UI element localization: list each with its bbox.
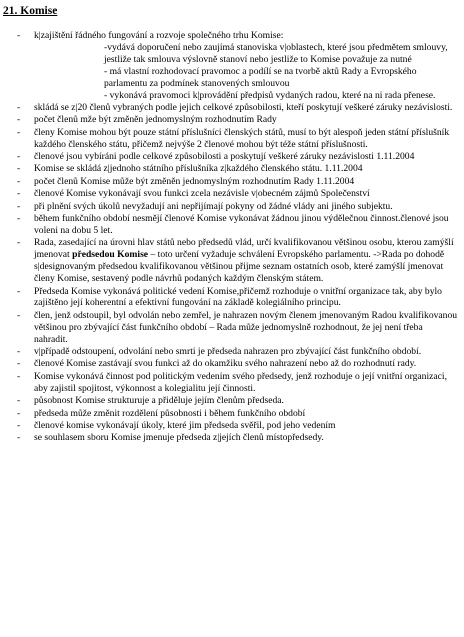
list-item: [0, 176, 464, 188]
bullet-dash: -: [17, 114, 21, 126]
bullet-dash: -: [17, 370, 21, 382]
list-item-emphasis: předsedou Komise: [72, 249, 149, 261]
list-item-text: člen, jenž odstoupil, byl odvolán nebo zemřel, je nahrazen novým členem jmenovaným Radou kvalifikovanou většinou pro zbývající část funkčního období – Rada může jednomyslně rozhodnout, že jej není třeba nahradit.: [34, 309, 458, 345]
list-item: [0, 346, 464, 358]
list-item-text: Předseda Komise vykonává politické vedení Komise,přičemž rozhoduje o vnitřní organizace tak, aby bylo zajištěno její koherentní a efektivní fungování na základě kolegiálního principu.: [34, 285, 442, 309]
list-item-text: předseda může změnit rozdělení působnosti i během funkčního období: [34, 407, 306, 419]
bullet-dash: -: [17, 420, 21, 431]
list-item: [0, 188, 464, 200]
list-item: [0, 358, 464, 370]
bullet-dash: -: [17, 175, 21, 187]
bullet-dash: -: [17, 407, 21, 419]
list-item-text: v|případě odstoupení, odvolání nebo smrti je předseda nahrazen pro zbývající část funkčního období.: [34, 346, 422, 358]
list-item: [0, 432, 464, 444]
list-item-text: počet členů mže být změněn jednomyslným rozhodnutím Rady: [34, 114, 277, 126]
list-item: [0, 201, 464, 213]
bullet-dash: -: [17, 213, 21, 225]
sub-list-item: -vydává doporučení nebo zaujímá stanoviska v|oblastech, které jsou předmětem smlouvy, jestliže tak smlouva výslovně stanoví nebo jestliže to Komise považuje za nutné: [104, 41, 448, 65]
list-item: [0, 310, 464, 346]
list-item-text: Rada, zasedající na úrovni hlav států nebo předsedů vlád, určí kvalifikovanou většinou osobu, kterou zamýšlí jmenovat: [34, 237, 454, 261]
bullet-dash: -: [17, 188, 21, 200]
bullet-dash: -: [17, 151, 21, 163]
bullet-dash: -: [17, 358, 21, 370]
bullet-dash: -: [17, 432, 21, 444]
section-heading: 21. Komise: [3, 5, 58, 17]
list-item: [0, 163, 464, 175]
list-item: [0, 102, 464, 114]
list-item-text: členové Komise vykonávají svou funkci zcela nezávisle v|obecném zájmů Společenství: [34, 188, 370, 200]
list-item: [0, 395, 464, 407]
bullet-dash: -: [17, 163, 21, 175]
sub-list-item: - má vlastní rozhodovací pravomoc a podílí se na tvorbě aktů Rady a Evropského parlamentu za podmínek stanovených smlouvou: [104, 65, 417, 89]
list-item-text: skládá se z|20 členů vybraných podle jejich celkové způsobilosti, kteří poskytují veškeré záruky nezávislosti.: [34, 101, 453, 113]
list-item: [0, 408, 464, 420]
list-item-text: Komise vykonává činnost pod politickým vedením svého předsedy, jenž rozhoduje o její vnitřní organizaci, aby zajistil spojitost, výkonnost a kolegialitu její činnosti.: [34, 370, 447, 394]
list-item-text: – toto určení vyžaduje schválení Evropského parlamentu. ->Rada po dohodě s|designovaným předsedou kvalifikovanou většinou přijme seznam ostatních osob, které zamýšlí jmenovat členy Komise, sestavený podle návrhů podaných každým členským státem.: [34, 249, 445, 285]
list-item: [0, 114, 464, 126]
list-item: [0, 151, 464, 163]
list-item-text: Komise se skládá z|jednoho státního příslušníka z|každého členského státu. 1.11.2004: [34, 163, 363, 175]
list-item-text: se souhlasem sboru Komise jmenuje předseda z|jejích členů místopředsedy.: [34, 432, 324, 444]
list-item-text: během funkčního období nesmějí členové Komise vykonávat žádnou jinou výdělečnou činnost.členové jsou voleni na dobu 5 let.: [34, 213, 449, 236]
bullet-dash: -: [17, 126, 21, 138]
list-item-text: členové komise vykonávají úkoly, které jim předseda svěřil, pod jeho vedením: [34, 420, 336, 431]
list-item-text: členové Komise zastávají svou funkci až do okamžiku svého nahrazení nebo až do rozhodnutí rady.: [34, 358, 417, 370]
bullet-dash: -: [17, 346, 21, 358]
bullet-dash: -: [17, 309, 21, 321]
bullet-dash: -: [17, 30, 21, 41]
sub-list-item: - vykonává pravomoci k|provádění předpisů vydaných radou, které na ni rada přenese.: [104, 89, 436, 101]
list-item-text: členové jsou vybíráni podle celkové způsobilosti a poskytují veškeré záruky nezávislosti 1.11.2004: [34, 151, 415, 163]
bullet-dash: -: [17, 237, 21, 249]
list-item-text: k|zajištění řádného fungování a rozvoje společného trhu Komise:: [34, 30, 284, 41]
bullet-dash: -: [17, 101, 21, 113]
list-item-text: při plnění svých úkolů nevyžadují ani nepřijímají pokyny od žádné vlády ani jiného subjektu.: [34, 200, 393, 212]
list-item: [0, 237, 464, 285]
sub-list: [34, 42, 458, 102]
list-item: [0, 127, 464, 151]
bullet-dash: -: [17, 285, 21, 297]
list-item: [0, 30, 464, 101]
list-item-text: působnost Komise strukturuje a přiděluje jejím členům předseda.: [34, 395, 284, 407]
bullet-dash: -: [17, 395, 21, 407]
list-item: [0, 213, 464, 237]
list-item: [0, 286, 464, 310]
bullet-list: [0, 30, 464, 444]
list-item: [0, 420, 464, 432]
list-item: [0, 371, 464, 395]
list-item-text: počet členů Komise může být změněn jednomyslným rozhodnutím Rady 1.11.2004: [34, 175, 355, 187]
bullet-dash: -: [17, 200, 21, 212]
list-item-text: členy Komise mohou být pouze státní příslušníci členských států, musí to být alespoň jeden státní příslušník každého členského státu, přičemž nejvýše 2 členové mohou být téže státní příslušnosti.: [34, 126, 450, 150]
